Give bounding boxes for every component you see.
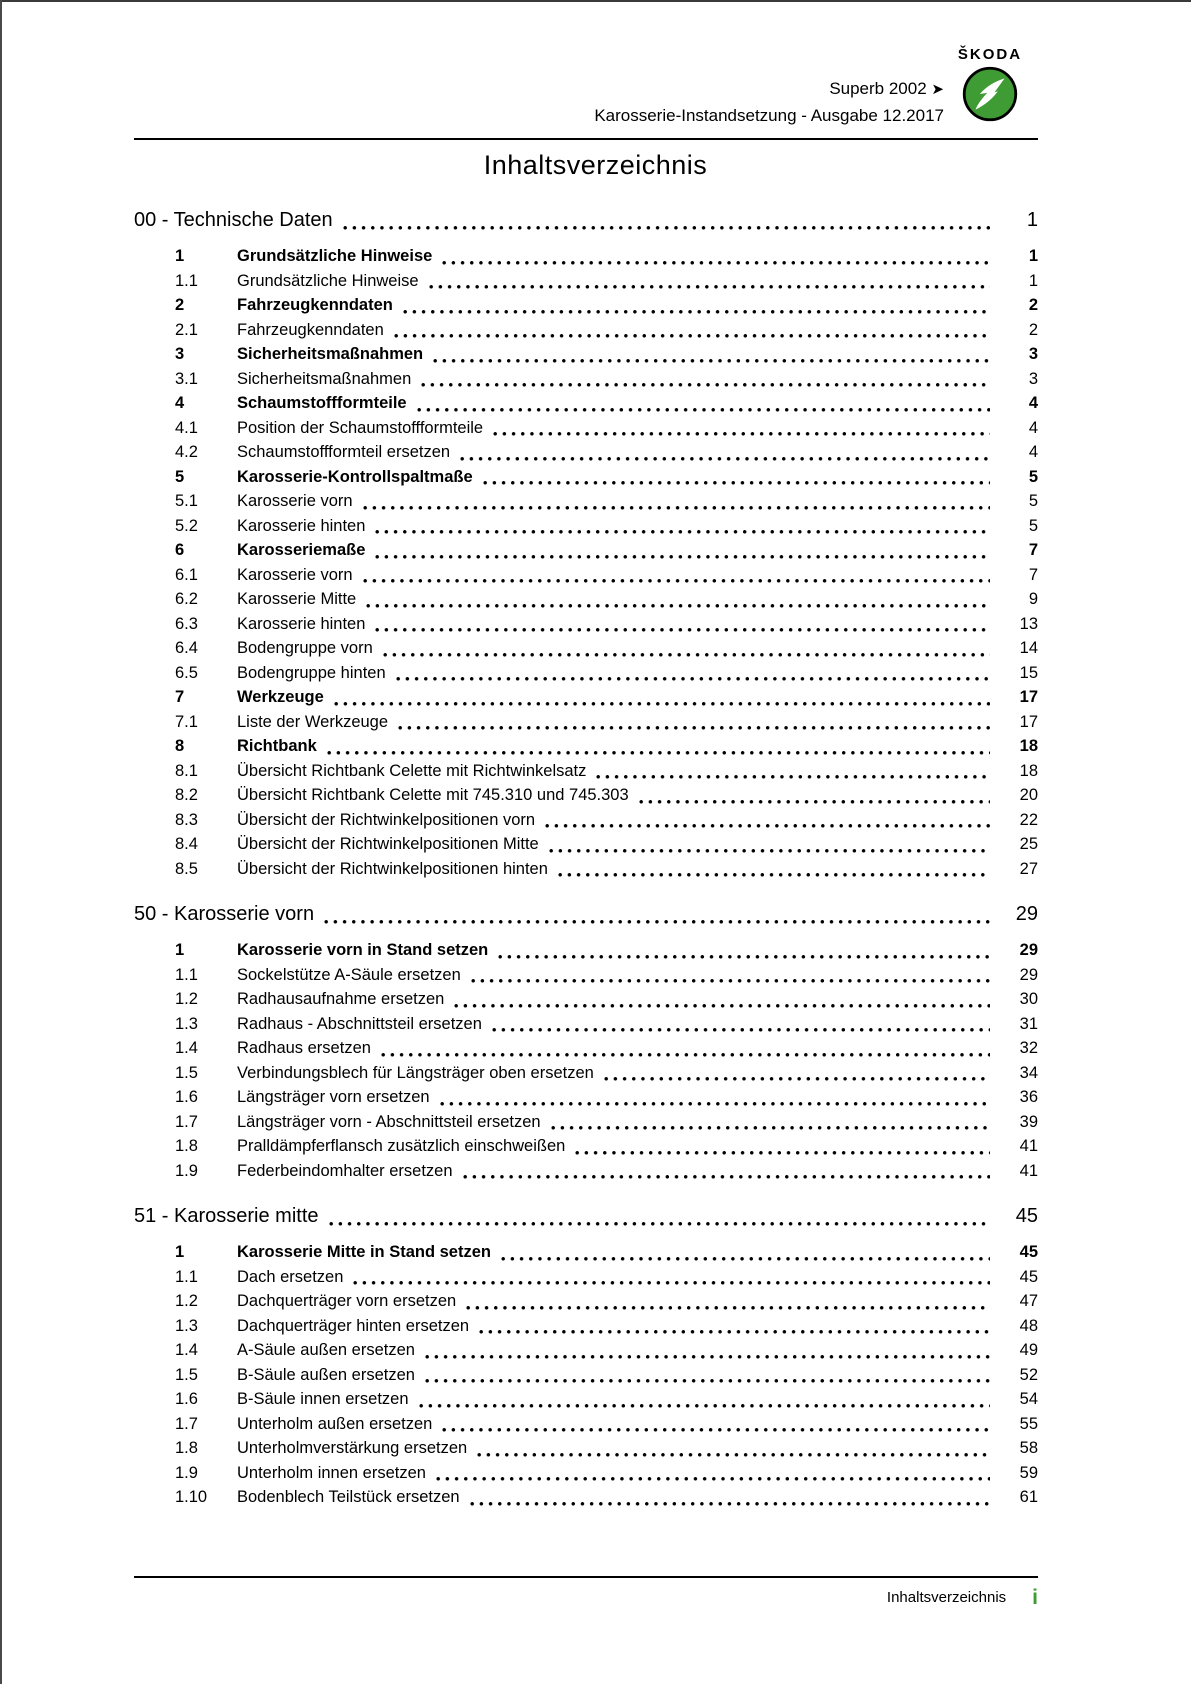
section-page-number: 18 bbox=[1019, 737, 1038, 755]
section-page-number: 20 bbox=[1019, 786, 1038, 804]
section-number: 3 bbox=[175, 345, 185, 363]
section-number: 8.1 bbox=[175, 761, 198, 780]
dot-leader bbox=[442, 1427, 990, 1433]
section-title: Unterholm außen ersetzen bbox=[237, 1414, 433, 1433]
section-page-number: 15 bbox=[1019, 663, 1038, 682]
section-number: 6.3 bbox=[175, 614, 198, 633]
section-number: 1.2 bbox=[175, 990, 198, 1008]
section-number: 1.7 bbox=[175, 1414, 198, 1433]
section-page-number: 41 bbox=[1019, 1137, 1038, 1155]
section-title: Richtbank bbox=[237, 737, 317, 755]
section-page-number: 27 bbox=[1019, 859, 1038, 878]
dot-leader bbox=[329, 1221, 990, 1227]
page-footer bbox=[134, 1576, 1038, 1610]
section-page-number: 45 bbox=[1019, 1267, 1038, 1286]
page-title: Inhaltsverzeichnis bbox=[483, 150, 708, 180]
section-title: Fahrzeugkenndaten bbox=[237, 320, 384, 339]
section-title: Liste der Werkzeuge bbox=[237, 712, 389, 731]
chapter-page-number: 1 bbox=[1026, 209, 1038, 231]
section-number: 1.1 bbox=[175, 271, 198, 290]
toc-chapter-row[interactable] bbox=[134, 207, 1038, 234]
section-page-number: 54 bbox=[1019, 1390, 1038, 1408]
section-title: Radhausaufnahme ersetzen bbox=[237, 990, 445, 1008]
section-title: Fahrzeugkenndaten bbox=[237, 296, 393, 314]
section-title: Dachquerträger hinten ersetzen bbox=[237, 1316, 470, 1335]
section-number: 1 bbox=[175, 1243, 185, 1261]
toc-section-row[interactable] bbox=[175, 685, 1038, 710]
dot-leader bbox=[460, 456, 990, 462]
section-number: 5.1 bbox=[175, 492, 198, 510]
dot-leader bbox=[454, 1003, 990, 1009]
section-page-number: 1 bbox=[1028, 247, 1038, 265]
dot-leader bbox=[549, 848, 990, 854]
model-arrow-icon: ➤ bbox=[931, 81, 944, 98]
dot-leader bbox=[483, 480, 990, 486]
section-page-number: 47 bbox=[1019, 1292, 1038, 1310]
section-number: 7.1 bbox=[175, 712, 198, 731]
section-number: 2 bbox=[175, 296, 185, 314]
section-number: 8.4 bbox=[175, 835, 198, 853]
toc-section-row[interactable] bbox=[175, 1412, 1038, 1437]
dot-leader bbox=[394, 333, 990, 339]
dot-leader bbox=[471, 978, 990, 984]
section-page-number: 4 bbox=[1028, 443, 1038, 461]
section-number: 4 bbox=[175, 394, 185, 412]
dot-leader bbox=[429, 284, 990, 290]
section-title: Position der Schaumstoffformteile bbox=[237, 418, 484, 437]
section-page-number: 7 bbox=[1028, 541, 1038, 559]
toc-section-row[interactable] bbox=[175, 1461, 1038, 1486]
section-number: 1.4 bbox=[175, 1039, 198, 1057]
section-title: Radhaus - Abschnittsteil ersetzen bbox=[237, 1014, 482, 1033]
section-number: 1.1 bbox=[175, 965, 198, 984]
header-model-line bbox=[594, 76, 944, 103]
toc-section-row[interactable] bbox=[175, 857, 1038, 882]
dot-leader bbox=[403, 309, 990, 315]
toc-section-row[interactable] bbox=[175, 1363, 1038, 1388]
section-title: Karosserie Mitte bbox=[237, 590, 357, 608]
section-page-number: 5 bbox=[1028, 492, 1038, 510]
dot-leader bbox=[421, 382, 990, 388]
section-page-number: 48 bbox=[1019, 1316, 1038, 1335]
section-page-number: 9 bbox=[1028, 590, 1038, 608]
section-number: 1.8 bbox=[175, 1439, 198, 1457]
section-page-number: 5 bbox=[1028, 516, 1038, 535]
section-page-number: 7 bbox=[1028, 565, 1038, 584]
section-title: Übersicht der Richtwinkelpositionen Mitte bbox=[237, 835, 539, 853]
section-title: Sockelstütze A-Säule ersetzen bbox=[237, 965, 461, 984]
section-title: Übersicht der Richtwinkelpositionen vorn bbox=[237, 810, 536, 829]
section-number: 1.6 bbox=[175, 1088, 198, 1106]
dot-leader bbox=[470, 1501, 990, 1507]
skoda-logo-icon bbox=[948, 66, 1032, 122]
chapter-label: 00 - Technische Daten bbox=[134, 209, 333, 231]
section-number: 1.4 bbox=[175, 1341, 198, 1359]
section-number: 1.5 bbox=[175, 1063, 198, 1082]
section-title: Pralldämpferflansch zusätzlich einschweißen bbox=[237, 1137, 566, 1155]
section-number: 8.3 bbox=[175, 810, 198, 829]
section-page-number: 2 bbox=[1028, 320, 1038, 339]
brand-name: ŠKODA bbox=[957, 46, 1023, 63]
toc-section-row[interactable] bbox=[175, 1240, 1038, 1265]
footer-page-number: i bbox=[1032, 1586, 1038, 1609]
section-title: Unterholm innen ersetzen bbox=[237, 1463, 426, 1482]
toc-chapter bbox=[134, 207, 1038, 881]
dot-leader bbox=[366, 603, 990, 609]
dot-leader bbox=[324, 919, 990, 925]
section-title: Übersicht Richtbank Celette mit Richtwinkelsatz bbox=[237, 761, 587, 780]
section-page-number: 32 bbox=[1019, 1039, 1038, 1057]
section-title: Radhaus ersetzen bbox=[237, 1039, 371, 1057]
section-page-number: 49 bbox=[1019, 1341, 1038, 1359]
toc-section-row[interactable] bbox=[175, 1134, 1038, 1159]
dot-leader bbox=[492, 1027, 990, 1033]
section-page-number: 36 bbox=[1019, 1088, 1038, 1106]
section-title: Federbeindomhalter ersetzen bbox=[237, 1161, 453, 1180]
dot-leader bbox=[425, 1378, 990, 1384]
toc-section-row[interactable] bbox=[175, 342, 1038, 367]
section-number: 1.10 bbox=[175, 1488, 208, 1506]
section-number: 6 bbox=[175, 541, 185, 559]
section-title: Sicherheitsmaßnahmen bbox=[237, 345, 424, 363]
section-number: 6.4 bbox=[175, 639, 198, 657]
section-number: 1 bbox=[175, 247, 185, 265]
section-number: 5 bbox=[175, 467, 185, 486]
section-page-number: 13 bbox=[1019, 614, 1038, 633]
section-number: 1.3 bbox=[175, 1316, 198, 1335]
section-title: Dach ersetzen bbox=[237, 1267, 344, 1286]
section-page-number: 29 bbox=[1019, 941, 1038, 959]
section-page-number: 17 bbox=[1019, 712, 1038, 731]
scan-edge-top bbox=[0, 0, 1191, 2]
section-number: 4.1 bbox=[175, 418, 198, 437]
section-number: 1.9 bbox=[175, 1463, 198, 1482]
toc-section-row[interactable] bbox=[175, 587, 1038, 612]
toc-section-row[interactable] bbox=[175, 808, 1038, 833]
section-number: 1.9 bbox=[175, 1161, 198, 1180]
toc-section-row[interactable] bbox=[175, 963, 1038, 988]
section-title: Bodengruppe vorn bbox=[237, 639, 373, 657]
dot-leader bbox=[440, 1101, 990, 1107]
brand-block bbox=[948, 46, 1032, 122]
toc-section-row[interactable] bbox=[175, 783, 1038, 808]
dot-leader bbox=[375, 627, 990, 633]
toc-section-row[interactable] bbox=[175, 987, 1038, 1012]
section-number: 7 bbox=[175, 688, 185, 706]
toc-section-row[interactable] bbox=[175, 318, 1038, 343]
section-title: Karosserie-Kontrollspaltmaße bbox=[237, 467, 473, 486]
section-number: 1 bbox=[175, 941, 185, 959]
section-page-number: 61 bbox=[1019, 1488, 1038, 1506]
dot-leader bbox=[604, 1076, 990, 1082]
section-page-number: 14 bbox=[1019, 639, 1038, 657]
section-number: 8 bbox=[175, 737, 185, 755]
section-title: Karosserie Mitte in Stand setzen bbox=[237, 1243, 491, 1261]
toc-section-row[interactable] bbox=[175, 612, 1038, 637]
toc-section-row[interactable] bbox=[175, 563, 1038, 588]
section-page-number: 31 bbox=[1019, 1014, 1038, 1033]
toc-section-row[interactable] bbox=[175, 661, 1038, 686]
header-text bbox=[594, 76, 944, 129]
dot-leader bbox=[436, 1476, 990, 1482]
section-page-number: 3 bbox=[1028, 345, 1038, 363]
section-page-number: 2 bbox=[1028, 296, 1038, 314]
model-name: Superb 2002 bbox=[829, 79, 927, 98]
section-title: Unterholmverstärkung ersetzen bbox=[237, 1439, 468, 1457]
toc-section-row[interactable] bbox=[175, 465, 1038, 490]
dot-leader bbox=[327, 750, 990, 756]
section-page-number: 58 bbox=[1019, 1439, 1038, 1457]
section-page-number: 4 bbox=[1028, 394, 1038, 412]
section-number: 6.5 bbox=[175, 663, 198, 682]
section-page-number: 25 bbox=[1019, 835, 1038, 853]
toc-section-row[interactable] bbox=[175, 244, 1038, 269]
dot-leader bbox=[639, 799, 990, 805]
section-title: Schaumstoffformteil ersetzen bbox=[237, 443, 451, 461]
section-title: B-Säule außen ersetzen bbox=[237, 1365, 415, 1384]
toc-section-row[interactable] bbox=[175, 1085, 1038, 1110]
section-page-number: 3 bbox=[1028, 369, 1038, 388]
section-number: 8.2 bbox=[175, 786, 198, 804]
section-title: Bodenblech Teilstück ersetzen bbox=[237, 1488, 460, 1506]
section-title: B-Säule innen ersetzen bbox=[237, 1390, 409, 1408]
toc-section-row[interactable] bbox=[175, 1159, 1038, 1184]
section-page-number: 41 bbox=[1019, 1161, 1038, 1180]
scan-edge-left bbox=[0, 0, 2, 1684]
section-number: 1.8 bbox=[175, 1137, 198, 1155]
toc-section-row[interactable] bbox=[175, 1061, 1038, 1086]
section-page-number: 22 bbox=[1019, 810, 1038, 829]
section-title: Sicherheitsmaßnahmen bbox=[237, 369, 412, 388]
toc-section-row[interactable] bbox=[175, 416, 1038, 441]
toc-section-row[interactable] bbox=[175, 1012, 1038, 1037]
toc-chapter-row[interactable] bbox=[134, 901, 1038, 928]
section-title: Karosserie vorn in Stand setzen bbox=[237, 941, 489, 959]
dot-leader bbox=[396, 676, 990, 682]
section-number: 4.2 bbox=[175, 443, 198, 461]
section-title: Werkzeuge bbox=[237, 688, 324, 706]
chapter-label: 51 - Karosserie mitte bbox=[134, 1205, 319, 1227]
toc-section-row[interactable] bbox=[175, 1436, 1038, 1461]
section-page-number: 4 bbox=[1028, 418, 1038, 437]
section-title: Verbindungsblech für Längsträger oben ersetzen bbox=[237, 1063, 594, 1082]
toc-section-row[interactable] bbox=[175, 759, 1038, 784]
toc-section-row[interactable] bbox=[175, 1289, 1038, 1314]
section-page-number: 55 bbox=[1019, 1414, 1038, 1433]
section-page-number: 18 bbox=[1019, 761, 1038, 780]
toc-section-row[interactable] bbox=[175, 269, 1038, 294]
section-page-number: 45 bbox=[1019, 1243, 1038, 1261]
dot-leader bbox=[381, 1052, 990, 1058]
dot-leader bbox=[417, 407, 990, 413]
toc-section-row[interactable] bbox=[175, 538, 1038, 563]
toc-chapter bbox=[134, 1203, 1038, 1510]
section-number: 1.5 bbox=[175, 1365, 198, 1384]
chapter-page-number: 45 bbox=[1015, 1205, 1038, 1227]
dot-leader bbox=[575, 1150, 990, 1156]
section-title: Längsträger vorn - Abschnittsteil ersetzen bbox=[237, 1112, 541, 1131]
dot-leader bbox=[498, 954, 990, 960]
section-title: Längsträger vorn ersetzen bbox=[237, 1088, 430, 1106]
dot-leader bbox=[398, 725, 990, 731]
section-number: 1.2 bbox=[175, 1292, 198, 1310]
section-page-number: 52 bbox=[1019, 1365, 1038, 1384]
toc-section-row[interactable] bbox=[175, 293, 1038, 318]
dot-leader bbox=[353, 1280, 990, 1286]
dot-leader bbox=[375, 529, 990, 535]
section-title: Übersicht der Richtwinkelpositionen hinten bbox=[237, 859, 548, 878]
dot-leader bbox=[334, 701, 990, 707]
dot-leader bbox=[363, 578, 990, 584]
section-number: 6.2 bbox=[175, 590, 198, 608]
section-page-number: 39 bbox=[1019, 1112, 1038, 1131]
toc-section-row[interactable] bbox=[175, 1485, 1038, 1510]
dot-leader bbox=[466, 1305, 990, 1311]
section-number: 1.6 bbox=[175, 1390, 198, 1408]
section-number: 1.7 bbox=[175, 1112, 198, 1131]
dot-leader bbox=[493, 431, 990, 437]
dot-leader bbox=[463, 1174, 990, 1180]
dot-leader bbox=[433, 358, 990, 364]
section-page-number: 30 bbox=[1019, 990, 1038, 1008]
toc-section-row[interactable] bbox=[175, 514, 1038, 539]
section-title: Schaumstoffformteile bbox=[237, 394, 407, 412]
section-title: Grundsätzliche Hinweise bbox=[237, 247, 433, 265]
chapter-label: 50 - Karosserie vorn bbox=[134, 903, 315, 925]
dot-leader bbox=[477, 1452, 990, 1458]
dot-leader bbox=[419, 1403, 990, 1409]
section-page-number: 59 bbox=[1019, 1463, 1038, 1482]
dot-leader bbox=[383, 652, 990, 658]
chapter-page-number: 29 bbox=[1015, 903, 1038, 925]
section-page-number: 29 bbox=[1019, 965, 1038, 984]
toc-section-row[interactable] bbox=[175, 832, 1038, 857]
toc-section-row[interactable] bbox=[175, 367, 1038, 392]
section-title: Karosserie vorn bbox=[237, 492, 353, 510]
section-title: Karosserie hinten bbox=[237, 516, 366, 535]
footer-label: Inhaltsverzeichnis bbox=[886, 1589, 1007, 1606]
section-title: A-Säule außen ersetzen bbox=[237, 1341, 415, 1359]
toc-section-row[interactable] bbox=[175, 710, 1038, 735]
section-title: Grundsätzliche Hinweise bbox=[237, 271, 419, 290]
section-page-number: 5 bbox=[1028, 467, 1038, 486]
dot-leader bbox=[596, 774, 990, 780]
section-page-number: 1 bbox=[1028, 271, 1038, 290]
section-title: Karosserie vorn bbox=[237, 565, 353, 584]
dot-leader bbox=[442, 260, 990, 266]
toc-section-row[interactable] bbox=[175, 489, 1038, 514]
section-number: 8.5 bbox=[175, 859, 198, 878]
dot-leader bbox=[425, 1354, 990, 1360]
toc-section-row[interactable] bbox=[175, 1110, 1038, 1135]
section-number: 6.1 bbox=[175, 565, 198, 584]
toc-chapter-row[interactable] bbox=[134, 1203, 1038, 1230]
dot-leader bbox=[551, 1125, 990, 1131]
section-title: Übersicht Richtbank Celette mit 745.310 und 745.303 bbox=[237, 786, 629, 804]
section-page-number: 34 bbox=[1019, 1063, 1038, 1082]
section-title: Dachquerträger vorn ersetzen bbox=[237, 1292, 457, 1310]
section-number: 1.3 bbox=[175, 1014, 198, 1033]
toc-section-row[interactable] bbox=[175, 938, 1038, 963]
dot-leader bbox=[343, 225, 990, 231]
toc-section-row[interactable] bbox=[175, 440, 1038, 465]
dot-leader bbox=[545, 823, 990, 829]
section-number: 5.2 bbox=[175, 516, 198, 535]
page-header bbox=[134, 46, 1038, 140]
toc-section-row[interactable] bbox=[175, 1036, 1038, 1061]
toc bbox=[134, 207, 1038, 1510]
section-title: Karosseriemaße bbox=[237, 541, 366, 559]
toc-section-row[interactable] bbox=[175, 1265, 1038, 1290]
section-page-number: 17 bbox=[1019, 688, 1038, 706]
toc-chapter bbox=[134, 901, 1038, 1183]
header-doc-line: Karosserie-Instandsetzung - Ausgabe 12.2017 bbox=[594, 106, 944, 125]
dot-leader bbox=[479, 1329, 990, 1335]
toc-section-row[interactable] bbox=[175, 391, 1038, 416]
dot-leader bbox=[501, 1256, 990, 1262]
section-title: Bodengruppe hinten bbox=[237, 663, 386, 682]
section-number: 1.1 bbox=[175, 1267, 198, 1286]
dot-leader bbox=[363, 505, 990, 511]
dot-leader bbox=[375, 554, 990, 560]
section-number: 3.1 bbox=[175, 369, 198, 388]
toc-section-row[interactable] bbox=[175, 1387, 1038, 1412]
toc-section-row[interactable] bbox=[175, 1338, 1038, 1363]
section-title: Karosserie hinten bbox=[237, 614, 366, 633]
dot-leader bbox=[558, 872, 990, 878]
section-number: 2.1 bbox=[175, 320, 198, 339]
toc-section-row[interactable] bbox=[175, 1314, 1038, 1339]
toc-section-row[interactable] bbox=[175, 636, 1038, 661]
toc-section-row[interactable] bbox=[175, 734, 1038, 759]
